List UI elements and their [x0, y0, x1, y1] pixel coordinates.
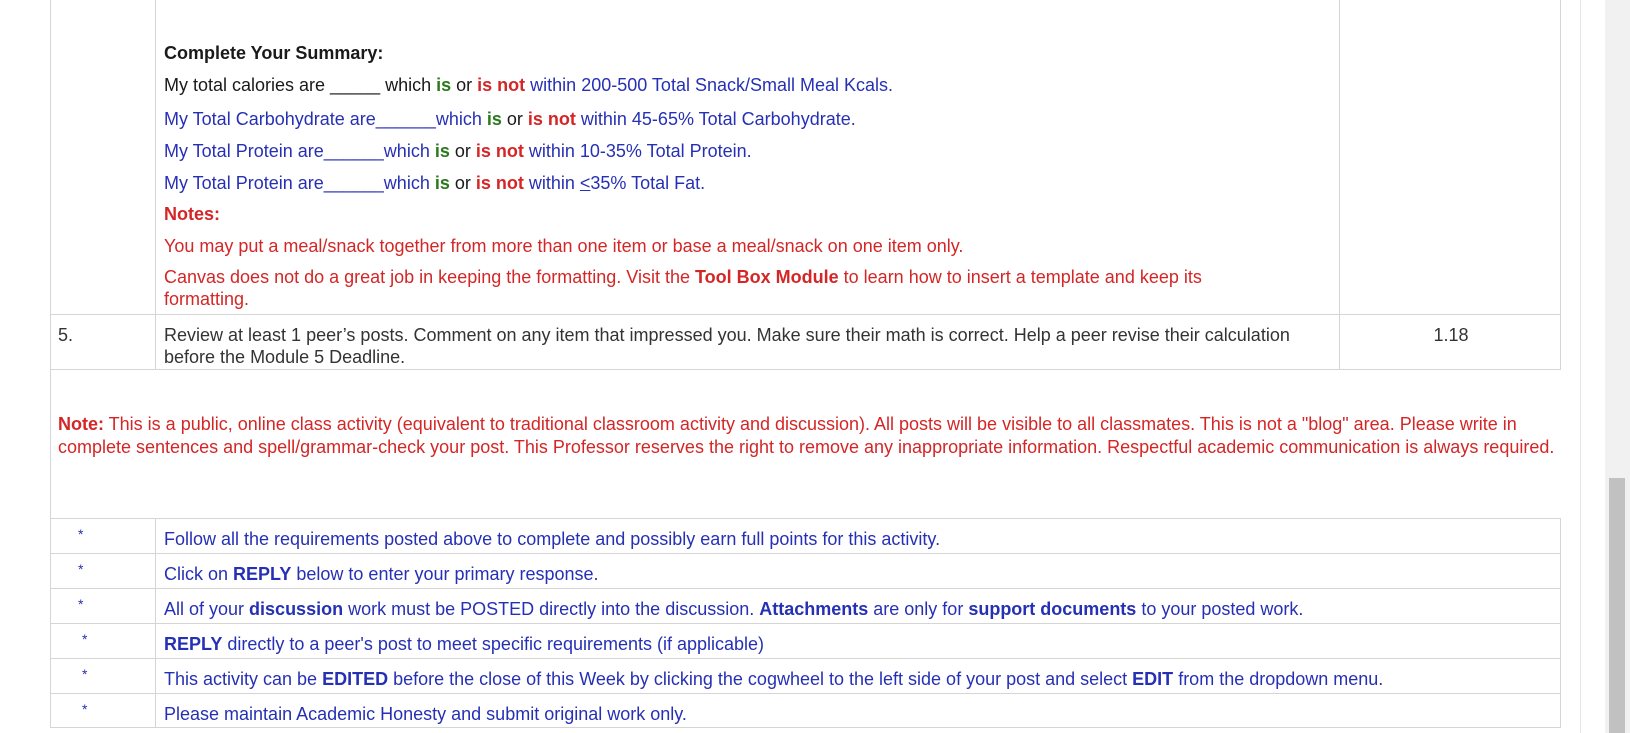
bullet-star: * — [78, 596, 84, 612]
content-edge — [1580, 0, 1581, 733]
bullet-star: * — [82, 631, 88, 647]
summary-calories: My total calories are _____ which is or is not within 200-500 Total Snack/Small Meal Kcals. — [164, 75, 894, 95]
scrollbar-thumb[interactable] — [1609, 478, 1625, 733]
bullet-star: * — [78, 561, 84, 577]
requirement-4: REPLY directly to a peer's post to meet specific requirements (if applicable) — [164, 634, 765, 654]
bullet-star: * — [82, 666, 88, 682]
tool-box-module-link[interactable]: Tool Box Module — [695, 267, 839, 287]
requirement-6: Please maintain Academic Honesty and submit original work only. — [164, 704, 687, 724]
summary-protein: My Total Protein are______which is or is not within 10-35% Total Protein. — [164, 141, 752, 161]
row-points: 1.18 — [1433, 325, 1469, 345]
table-row — [50, 314, 1561, 369]
requirement-3: All of your discussion work must be POSTED directly into the discussion. Attachments are only for support documents to your posted work. — [164, 599, 1304, 619]
public-note: Note: This is a public, online class activity (equivalent to traditional classroom activity and discussion). All posts will be visible to all classmates. This is not a "blog" area. Please write in complete sentences and spell/grammar-check your post. This Professor reserves the right to remove any inappropriate information. Respectful academic communication is always required. — [58, 414, 1555, 457]
row-text: Review at least 1 peer’s posts. Comment on any item that impressed you. Make sure their math is correct. Help a peer revise their calculation before the Module 5 Deadline. — [164, 325, 1290, 367]
summary-heading: Complete Your Summary: — [164, 43, 384, 63]
row-number: 5. — [58, 325, 74, 345]
notes-label: Notes: — [164, 204, 221, 224]
requirement-1: Follow all the requirements posted above to complete and possibly earn full points for this activity. — [164, 529, 941, 549]
bullet-star: * — [82, 701, 88, 717]
summary-row — [50, 0, 1561, 314]
summary-carbohydrate: My Total Carbohydrate are______which is or is not within 45-65% Total Carbohydrate. — [164, 109, 856, 129]
notes-line-2: Canvas does not do a great job in keeping the formatting. Visit the Tool Box Module to learn how to insert a template and keep its formatting. — [164, 267, 1202, 309]
requirement-5: This activity can be EDITED before the close of this Week by clicking the cogwheel to the left side of your post and select EDIT from the dropdown menu. — [164, 669, 1384, 689]
notes-line-1: You may put a meal/snack together from more than one item or base a meal/snack on one item only. — [164, 236, 964, 256]
requirement-2: Click on REPLY below to enter your primary response. — [164, 564, 599, 584]
bullet-star: * — [78, 526, 84, 542]
summary-fat: My Total Protein are______which is or is not within <35% Total Fat. — [164, 173, 706, 193]
